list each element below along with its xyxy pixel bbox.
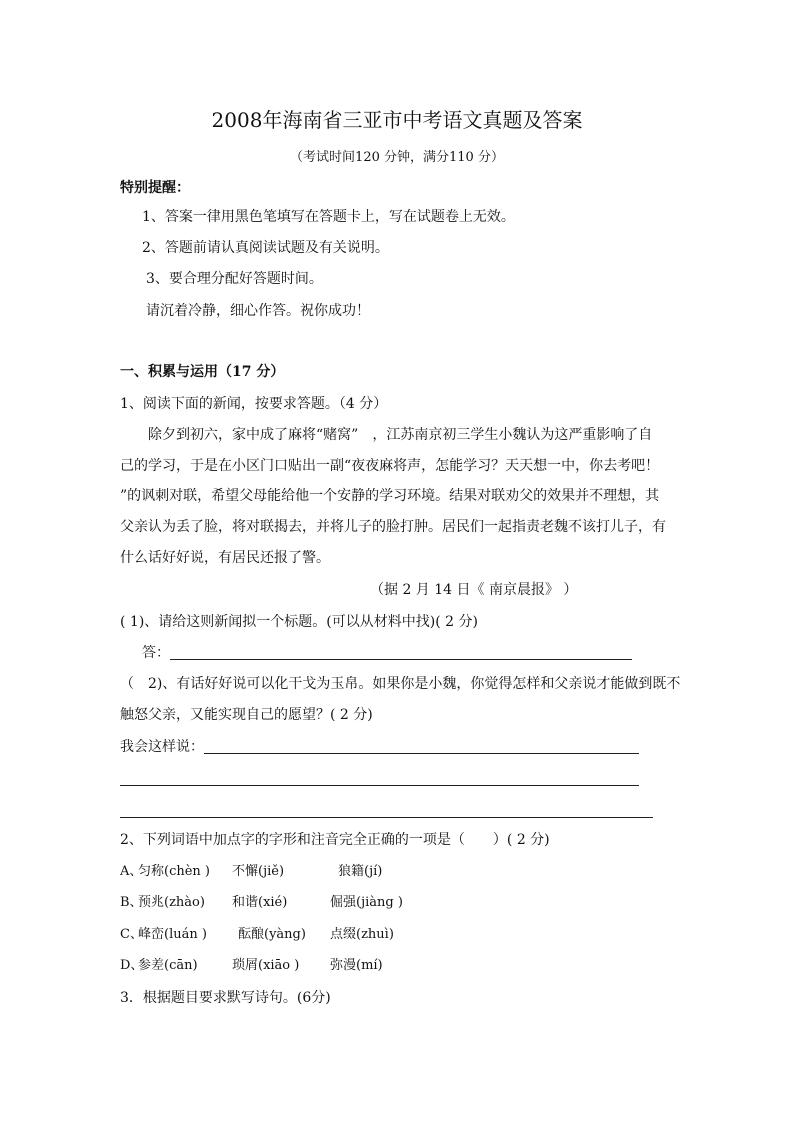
question-3-prompt: 3．根据题目要求默写诗句。(6分) bbox=[120, 990, 331, 1006]
question-1-sub-1: ( 1)、请给这则新闻拟一个标题。(可以从材料中找)( 2 分) bbox=[120, 614, 478, 630]
option-word: 和谐(xié) bbox=[232, 895, 288, 910]
option-letter: B、 bbox=[120, 895, 143, 910]
answer-line[interactable] bbox=[204, 753, 639, 754]
notice-item-3: 3、要合理分配好答题时间。 bbox=[146, 271, 323, 287]
question-1-prompt: 1、阅读下面的新闻，按要求答题。（4 分） bbox=[120, 396, 388, 412]
option-word: 峰峦(luán ) bbox=[138, 927, 207, 942]
answer-label: 答： bbox=[142, 645, 170, 661]
option-word: 狼籍(jí) bbox=[338, 864, 383, 879]
page-title: 2008年海南省三亚市中考语文真题及答案 bbox=[211, 108, 583, 132]
option-word: 酝酿(yàng) bbox=[238, 927, 306, 942]
option-word: 点缀(zhuì) bbox=[330, 927, 394, 942]
news-passage-line: 除夕到初六，家中成了麻将“赌窝” ，江苏南京初三学生小魏认为这严重影响了自 bbox=[148, 427, 653, 443]
option-letter: A、 bbox=[120, 864, 143, 879]
option-letter: C、 bbox=[120, 927, 143, 942]
news-passage-line: ”的讽刺对联，希望父母能给他一个安静的学习环境。结果对联劝父的效果并不理想，其 bbox=[120, 488, 660, 504]
question-2-prompt: 2、下列词语中加点字的字形和注音完全正确的一项是（ ）( 2 分) bbox=[120, 832, 550, 848]
news-passage-line: 什么话好好说，有居民还报了警。 bbox=[120, 550, 330, 566]
news-passage-line: 己的学习，于是在小区门口贴出一副“夜夜麻将声，怎能学习？天天想一中，你去考吧！ bbox=[120, 458, 660, 474]
section-heading: 一、积累与运用（17 分） bbox=[120, 364, 285, 380]
question-1-sub-2: （ 2)、有话好好说可以化干戈为玉帛。如果你是小魏，你觉得怎样和父亲说才能做到既不 bbox=[120, 676, 681, 692]
notice-heading: 特别提醒： bbox=[120, 180, 190, 196]
answer-line[interactable] bbox=[170, 659, 632, 660]
notice-closing: 请沉着冷静，细心作答。祝你成功！ bbox=[146, 303, 370, 319]
notice-item-2: 2、答题前请认真阅读试题及有关说明。 bbox=[142, 240, 389, 256]
answer-line[interactable] bbox=[120, 817, 653, 818]
exam-info: （考试时间120 分钟，满分110 分） bbox=[290, 150, 504, 165]
option-word: 倔强(jiàng ) bbox=[330, 895, 403, 910]
option-word: 预兆(zhào) bbox=[138, 895, 205, 910]
option-word: 匀称(chèn ) bbox=[138, 864, 210, 879]
option-word: 参差(cān) bbox=[138, 958, 198, 973]
question-1-sub-2-cont: 触怒父亲，又能实现自己的愿望？( 2 分) bbox=[120, 707, 373, 723]
option-word: 琐屑(xiāo ) bbox=[232, 958, 300, 973]
news-passage-line: 父亲认为丢了脸，将对联揭去，并将儿子的脸打肿。居民们一起指责老魏不该打儿子，有 bbox=[120, 519, 666, 535]
option-word: 不懈(jiě) bbox=[232, 864, 285, 879]
option-letter: D、 bbox=[120, 958, 144, 973]
option-word: 弥漫(mí) bbox=[330, 958, 383, 973]
answer-line[interactable] bbox=[120, 785, 639, 786]
news-source: （据 2 月 14 日《 南京晨报》 ） bbox=[370, 582, 578, 598]
notice-item-1: 1、答案一律用黑色笔填写在答题卡上，写在试题卷上无效。 bbox=[142, 209, 515, 225]
say-label: 我会这样说： bbox=[120, 739, 204, 755]
